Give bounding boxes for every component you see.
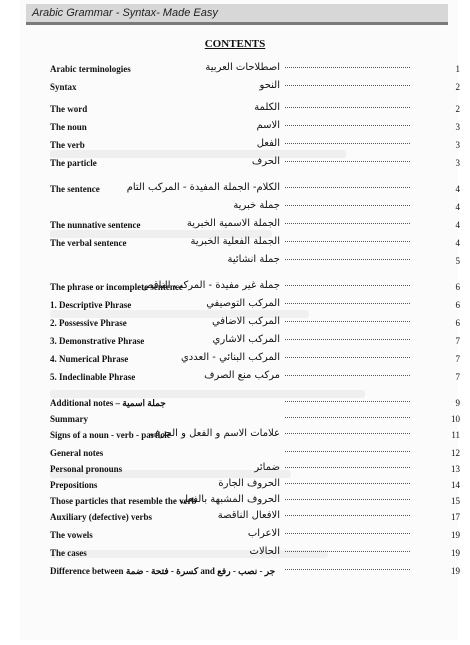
toc-english-title: Summary <box>50 414 88 424</box>
toc-page-number: 7 <box>455 354 460 364</box>
toc-row <box>0 478 470 492</box>
toc-row <box>0 564 470 578</box>
toc-english-title: The sentence <box>50 184 100 194</box>
toc-leader-dots <box>285 401 410 402</box>
header-bar <box>26 4 448 24</box>
toc-leader-dots <box>285 107 410 108</box>
toc-row <box>0 528 470 542</box>
toc-row <box>0 412 470 426</box>
toc-arabic-title: النحو <box>259 80 280 91</box>
toc-page-number: 19 <box>451 530 460 540</box>
toc-leader-dots <box>285 483 410 484</box>
toc-leader-dots <box>285 569 410 570</box>
toc-arabic-title: المركب البنائي - العددي <box>180 352 280 363</box>
toc-row <box>0 254 470 268</box>
toc-leader-dots <box>285 241 410 242</box>
toc-row <box>0 334 470 348</box>
header-rule <box>26 22 448 25</box>
toc-row <box>0 494 470 508</box>
toc-english-title: 2. Possessive Phrase <box>50 318 127 328</box>
toc-row <box>0 138 470 152</box>
toc-page-number: 11 <box>451 430 460 440</box>
toc-page-number: 17 <box>451 512 460 522</box>
toc-row <box>0 120 470 134</box>
toc-arabic-title: الافعال الناقصة <box>217 510 280 521</box>
toc-row <box>0 546 470 560</box>
toc-page-number: 3 <box>455 140 460 150</box>
toc-arabic-title: المركب الاشاري <box>212 334 280 345</box>
toc-row <box>0 510 470 524</box>
toc-arabic-title: الحروف المشبهة بالفعل <box>180 494 280 505</box>
toc-english-title: The phrase or incomplete sentence <box>50 282 183 292</box>
toc-page-number: 4 <box>455 238 460 248</box>
toc-leader-dots <box>285 375 410 376</box>
toc-english-title: Additional notes – جملة اسمية <box>50 398 166 408</box>
toc-row <box>0 80 470 94</box>
toc-leader-dots <box>285 433 410 434</box>
toc-english-title: Syntax <box>50 82 77 92</box>
toc-page-number: 6 <box>455 282 460 292</box>
toc-english-title: The noun <box>50 122 87 132</box>
toc-row <box>0 396 470 410</box>
toc-english-title: 1. Descriptive Phrase <box>50 300 132 310</box>
toc-arabic-title: الاعراب <box>247 528 280 539</box>
toc-arabic-title: مركب منع الصرف <box>204 370 280 381</box>
toc-arabic-title: جملة انشائية <box>227 254 280 265</box>
toc-row <box>0 182 470 196</box>
toc-english-title: General notes <box>50 448 104 458</box>
toc-page-number: 19 <box>451 548 460 558</box>
toc-leader-dots <box>285 67 410 68</box>
toc-page-number: 6 <box>455 318 460 328</box>
toc-arabic-title: اصطلاحات العربية <box>205 62 280 73</box>
toc-leader-dots <box>285 499 410 500</box>
toc-english-title: Signs of a noun - verb - particle <box>50 430 171 440</box>
header-title: Arabic Grammar - Syntax- Made Easy <box>32 7 218 19</box>
toc-leader-dots <box>285 85 410 86</box>
toc-english-title: Personal pronouns <box>50 464 123 474</box>
toc-leader-dots <box>285 417 410 418</box>
toc-row <box>0 370 470 384</box>
toc-leader-dots <box>285 533 410 534</box>
toc-arabic-title: الجملة الاسمية الخبرية <box>186 218 280 229</box>
toc-arabic-title: الحروف الجارة <box>218 478 280 489</box>
toc-arabic-title: المركب الاضافي <box>211 316 280 327</box>
toc-arabic-title: علامات الاسم و الفعل و الحرف <box>149 428 280 439</box>
toc-page-number: 7 <box>455 372 460 382</box>
toc-row <box>0 280 470 294</box>
toc-arabic-title: الفعل <box>256 138 280 149</box>
toc-page-number: 13 <box>451 464 460 474</box>
toc-page-number: 2 <box>455 104 460 114</box>
toc-arabic-title: المركب التوصيفي <box>206 298 280 309</box>
toc-english-title: Prepositions <box>50 480 98 490</box>
toc-english-title: The nunnative sentence <box>50 220 141 230</box>
toc-arabic-title: الجملة الفعلية الخبرية <box>190 236 280 247</box>
toc-english-title: The particle <box>50 158 97 168</box>
toc-english-title: The verbal sentence <box>50 238 127 248</box>
toc-arabic-title: الكلام- الجملة المفيدة - المركب التام <box>126 182 280 193</box>
toc-row <box>0 462 470 476</box>
toc-english-title: Arabic terminologies <box>50 64 131 74</box>
toc-page-number: 12 <box>451 448 460 458</box>
toc-english-title: Those particles that resemble the verb <box>50 496 197 506</box>
toc-row <box>0 236 470 250</box>
toc-leader-dots <box>285 187 410 188</box>
toc-leader-dots <box>285 259 410 260</box>
toc-page-number: 4 <box>455 184 460 194</box>
toc-english-title: 5. Indeclinable Phrase <box>50 372 136 382</box>
toc-page-number: 5 <box>455 256 460 266</box>
toc-leader-dots <box>285 125 410 126</box>
toc-row <box>0 218 470 232</box>
toc-leader-dots <box>285 451 410 452</box>
toc-leader-dots <box>285 551 410 552</box>
toc-page-number: 15 <box>451 496 460 506</box>
toc-arabic-title: جملة غير مفيدة - المركب الناقص <box>141 280 280 291</box>
toc-page-number: 1 <box>455 64 460 74</box>
toc-page-number: 4 <box>455 202 460 212</box>
toc-arabic-title: الحالات <box>249 546 280 557</box>
toc-leader-dots <box>285 357 410 358</box>
toc-english-title: The cases <box>50 548 87 558</box>
toc-english-title: The verb <box>50 140 85 150</box>
toc-page-number: 4 <box>455 220 460 230</box>
contents-title: CONTENTS <box>204 38 266 50</box>
toc-row <box>0 316 470 330</box>
toc-english-title: Auxiliary (defective) verbs <box>50 512 152 522</box>
toc-row <box>0 298 470 312</box>
toc-page-number: 6 <box>455 300 460 310</box>
toc-leader-dots <box>285 223 410 224</box>
toc-row <box>0 62 470 76</box>
toc-page-number: 19 <box>451 566 460 576</box>
toc-row <box>0 446 470 460</box>
toc-row <box>0 428 470 442</box>
toc-leader-dots <box>285 205 410 206</box>
toc-page-number: 9 <box>455 398 460 408</box>
toc-arabic-title: ضمائر <box>254 462 280 473</box>
toc-page-number: 3 <box>455 158 460 168</box>
toc-english-title: Difference between كسرة - فتحة - ضمة and جر - نصب - رفع <box>50 566 276 576</box>
toc-leader-dots <box>285 303 410 304</box>
toc-leader-dots <box>285 161 410 162</box>
toc-leader-dots <box>285 143 410 144</box>
toc-page-number: 3 <box>455 122 460 132</box>
toc-page-number: 14 <box>451 480 460 490</box>
toc-english-title: 4. Numerical Phrase <box>50 354 129 364</box>
toc-leader-dots <box>285 515 410 516</box>
toc-english-title: The vowels <box>50 530 93 540</box>
toc-english-title: 3. Demonstrative Phrase <box>50 336 145 346</box>
toc-arabic-title: الحرف <box>251 156 280 167</box>
toc-row <box>0 156 470 170</box>
toc-row <box>0 102 470 116</box>
toc-leader-dots <box>285 285 410 286</box>
toc-row <box>0 200 470 214</box>
toc-page-number: 7 <box>455 336 460 346</box>
toc-leader-dots <box>285 339 410 340</box>
toc-arabic-title: الاسم <box>256 120 280 131</box>
toc-leader-dots <box>285 467 410 468</box>
toc-page-number: 2 <box>455 82 460 92</box>
toc-arabic-title: جملة خبرية <box>233 200 280 211</box>
toc-english-title: The word <box>50 104 88 114</box>
toc-row <box>0 352 470 366</box>
toc-leader-dots <box>285 321 410 322</box>
toc-arabic-title: الكلمة <box>254 102 280 113</box>
toc-page-number: 10 <box>451 414 460 424</box>
